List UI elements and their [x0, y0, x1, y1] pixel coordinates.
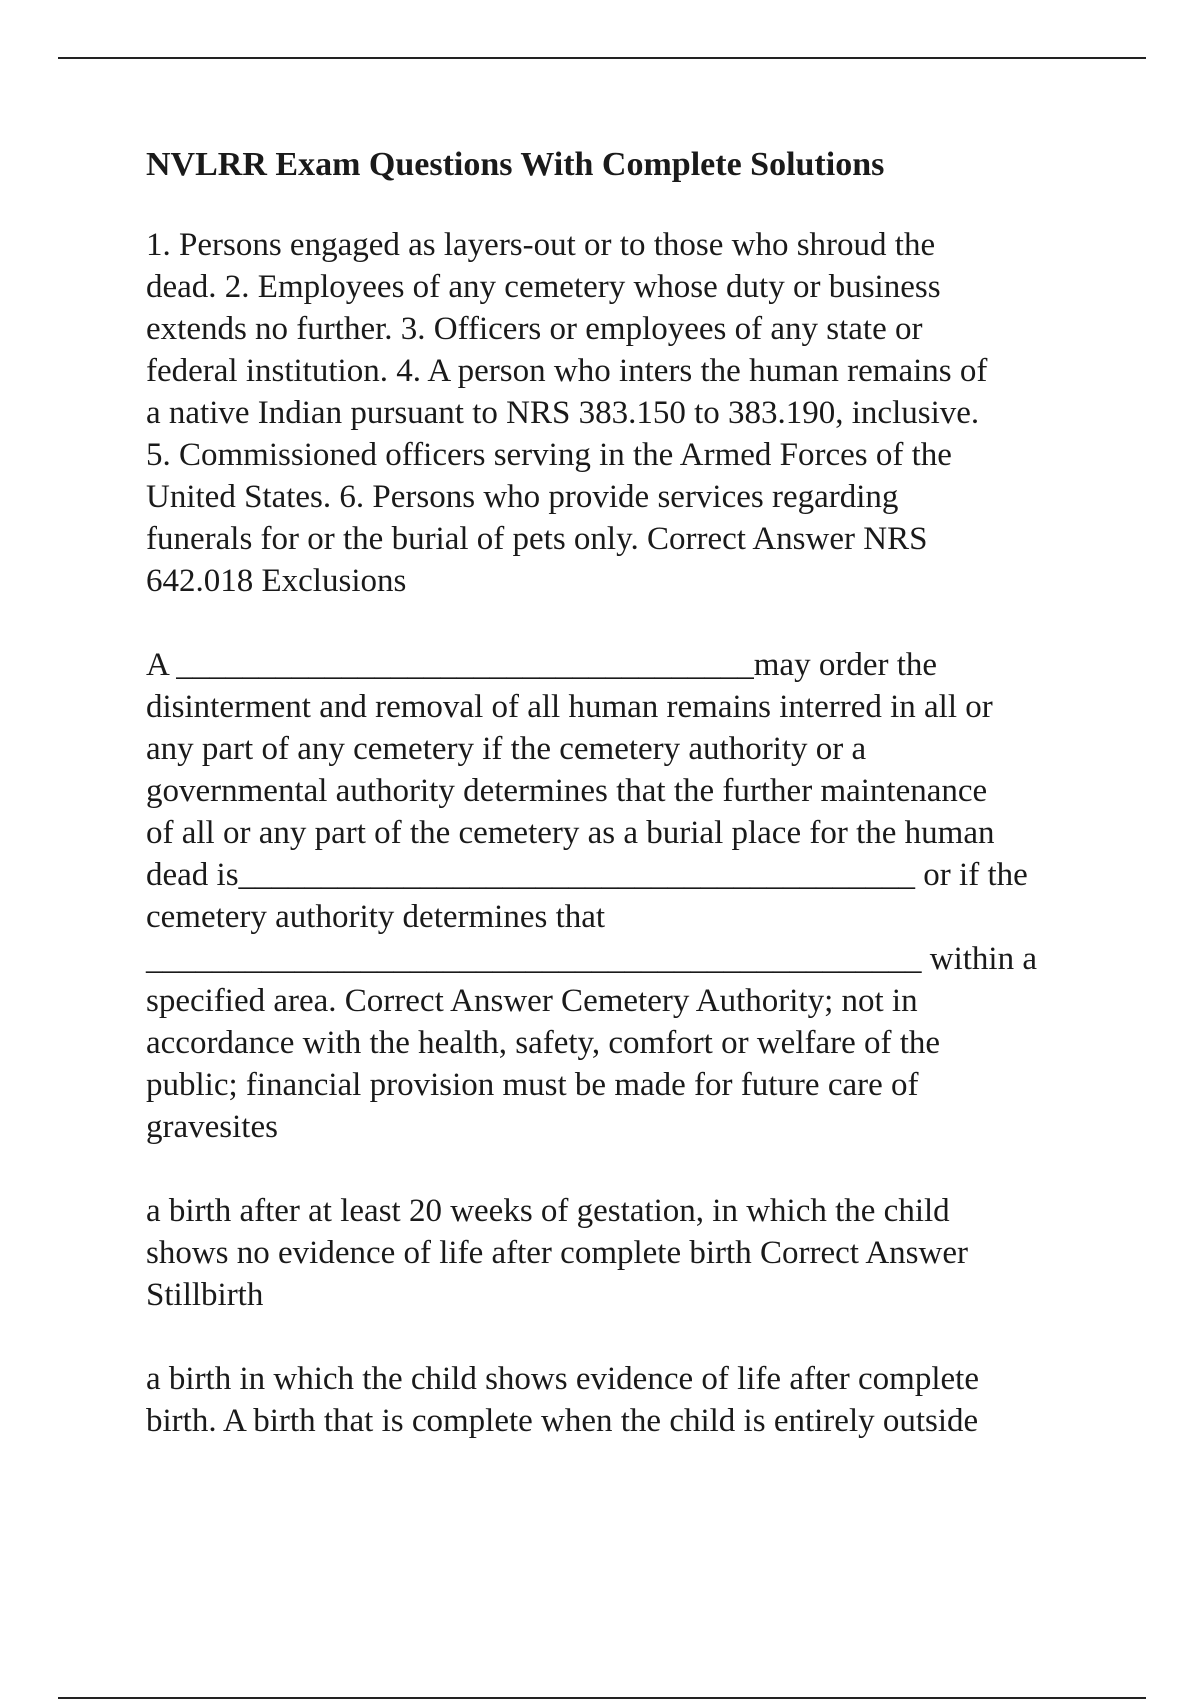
- text-line: accordance with the health, safety, comfort or welfare of the: [146, 1025, 941, 1061]
- document-title: NVLRR Exam Questions With Complete Solutions: [146, 146, 885, 183]
- text-line: United States. 6. Persons who provide services regarding: [146, 479, 899, 515]
- text-line: Stillbirth: [146, 1277, 264, 1313]
- text-line: specified area. Correct Answer Cemetery Authority; not in: [146, 983, 918, 1019]
- text-line: governmental authority determines that the further maintenance: [146, 773, 988, 809]
- header-rule: [58, 57, 1146, 59]
- question-paragraph-2: [146, 644, 1086, 1148]
- text-line: a birth after at least 20 weeks of gestation, in which the child: [146, 1193, 950, 1229]
- text-line: federal institution. 4. A person who inters the human remains of: [146, 353, 988, 389]
- text-line: any part of any cemetery if the cemetery authority or a: [146, 731, 867, 767]
- text-line: dead is_________________________________________ or if the: [146, 857, 1028, 893]
- text-line: extends no further. 3. Officers or employees of any state or: [146, 311, 923, 347]
- question-paragraph-3: [146, 1190, 1086, 1316]
- paragraph-gap: [146, 1148, 1086, 1190]
- text-line: dead. 2. Employees of any cemetery whose duty or business: [146, 269, 941, 305]
- text-line: a native Indian pursuant to NRS 383.150 to 383.190, inclusive.: [146, 395, 980, 431]
- text-line: a birth in which the child shows evidence of life after complete: [146, 1361, 979, 1397]
- text-line: 1. Persons engaged as layers-out or to those who shroud the: [146, 227, 936, 263]
- text-line: public; financial provision must be made for future care of: [146, 1067, 919, 1103]
- text-line: _______________________________________________ within a: [146, 941, 1037, 977]
- text-line: 5. Commissioned officers serving in the Armed Forces of the: [146, 437, 952, 473]
- text-line: funerals for or the burial of pets only. Correct Answer NRS: [146, 521, 928, 557]
- text-line: birth. A birth that is complete when the child is entirely outside: [146, 1403, 979, 1439]
- paragraph-gap: [146, 602, 1086, 644]
- text-line: disinterment and removal of all human remains interred in all or: [146, 689, 993, 725]
- text-line: shows no evidence of life after complete birth Correct Answer: [146, 1235, 968, 1271]
- question-paragraph-4: [146, 1358, 1086, 1442]
- paragraph-gap: [146, 1316, 1086, 1358]
- text-line: gravesites: [146, 1109, 278, 1145]
- text-line: cemetery authority determines that: [146, 899, 606, 935]
- text-line: A ___________________________________may order the: [146, 647, 938, 683]
- question-paragraph-1: [146, 224, 1086, 602]
- text-line: of all or any part of the cemetery as a burial place for the human: [146, 815, 995, 851]
- footer-rule: [58, 1697, 1146, 1699]
- document-body: [146, 144, 1086, 1442]
- text-line: 642.018 Exclusions: [146, 563, 407, 599]
